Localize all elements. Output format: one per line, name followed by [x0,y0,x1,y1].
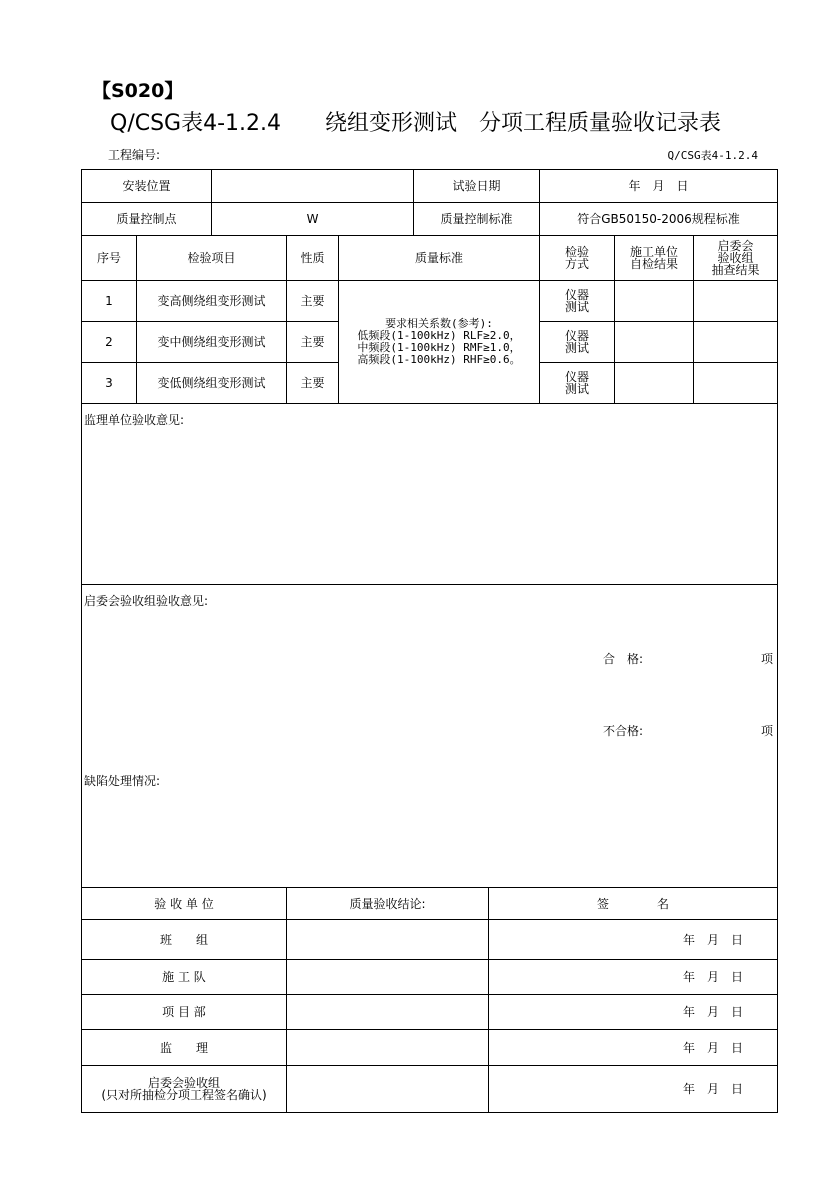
row-method-line: 仪器 [564,288,589,302]
standard-line: 高频段(1-100kHz) RHF≥0.6。 [357,353,521,366]
sign-unit-line: 启委会验收组 [147,1076,220,1090]
pass-unit: 项 [761,652,774,666]
row-no: 2 [81,321,137,363]
sign-conclusion-field[interactable] [286,1065,489,1113]
row-nature: 主要 [286,362,339,404]
qc-point-value: W [211,202,414,236]
row-item: 变高侧绕组变形测试 [136,280,287,322]
form-number: Q/CSG表4-1.2.4 [667,149,758,162]
header-method-line: 方式 [564,257,589,271]
header-standard: 质量标准 [338,235,540,281]
row-method [539,321,615,363]
supervisor-opinion-field[interactable] [81,403,778,585]
sign-conclusion-field[interactable] [286,919,489,960]
row-committee-check-field[interactable] [693,280,778,322]
sign-signature-field[interactable]: 年 月 日 [488,1029,778,1066]
row-item: 变低侧绕组变形测试 [136,362,287,404]
header-self-check [614,235,694,281]
sign-signature-field[interactable]: 年 月 日 [488,994,778,1030]
header-item: 检验项目 [136,235,287,281]
committee-opinion-label: 启委会验收组验收意见: [84,594,209,608]
pass-label: 合 格: [603,652,644,666]
install-location-label: 安装位置 [81,169,212,203]
form-code: 【S020】 [92,80,184,102]
row-committee-check-field[interactable] [693,362,778,404]
sign-unit [81,959,287,995]
row-self-check-field[interactable] [614,280,694,322]
row-no: 3 [81,362,137,404]
install-location-field[interactable] [211,169,414,203]
sign-unit-line: 项 目 部 [162,1005,206,1019]
sign-header-conclusion: 质量验收结论: [286,887,489,920]
quality-standard-cell [338,280,540,404]
standard-line: 要求相关系数(参考): [385,317,493,330]
row-committee-check-field[interactable] [693,321,778,363]
row-nature: 主要 [286,280,339,322]
row-method [539,362,615,404]
sign-conclusion-field[interactable] [286,959,489,995]
sign-signature-field[interactable]: 年 月 日 [488,919,778,960]
sign-unit [81,1029,287,1066]
page-title: Q/CSG表4-1.2.4 绕组变形测试 分项工程质量验收记录表 [110,111,722,136]
row-self-check-field[interactable] [614,362,694,404]
row-method-line: 测试 [564,382,589,396]
sign-conclusion-field[interactable] [286,1029,489,1066]
qc-standard-value: 符合GB50150-2006规程标准 [539,202,778,236]
supervisor-opinion-label: 监理单位验收意见: [84,413,185,427]
row-nature: 主要 [286,321,339,363]
qc-standard-label: 质量控制标准 [413,202,540,236]
header-method-line: 检验 [564,245,589,259]
row-item: 变中侧绕组变形测试 [136,321,287,363]
header-check-line: 启委会 [717,239,754,253]
header-check-line: 抽查结果 [711,263,760,277]
defect-label: 缺陷处理情况: [84,774,161,788]
sign-header-signature: 签 名 [488,887,778,920]
row-method-line: 仪器 [564,370,589,384]
header-self-line: 施工单位 [629,245,678,259]
sign-unit [81,1065,287,1113]
project-no-label: 工程编号: [108,148,161,162]
header-nature: 性质 [286,235,339,281]
test-date-field[interactable]: 年 月 日 [539,169,778,203]
row-no: 1 [81,280,137,322]
row-method-line: 测试 [564,341,589,355]
sign-unit [81,994,287,1030]
sign-signature-field[interactable]: 年 月 日 [488,959,778,995]
committee-opinion-field[interactable] [81,584,778,888]
row-method-line: 仪器 [564,329,589,343]
row-method-line: 测试 [564,300,589,314]
sign-unit-line: (只对所抽检分项工程签名确认) [101,1088,267,1102]
sign-unit-line: 施 工 队 [162,970,206,984]
header-check-line: 验收组 [717,251,754,265]
standard-line: 中频段(1-100kHz) RMF≥1.0， [357,341,521,354]
row-self-check-field[interactable] [614,321,694,363]
row-method [539,280,615,322]
test-date-label: 试验日期 [413,169,540,203]
sign-unit-line: 班 组 [159,932,208,947]
fail-unit: 项 [761,724,774,738]
header-no: 序号 [81,235,137,281]
qc-point-label: 质量控制点 [81,202,212,236]
standard-line: 低频段(1-100kHz) RLF≥2.0， [357,329,521,342]
sign-signature-field[interactable]: 年 月 日 [488,1065,778,1113]
sign-unit [81,919,287,960]
sign-conclusion-field[interactable] [286,994,489,1030]
sign-unit-line: 监 理 [159,1040,208,1055]
header-committee-check [693,235,778,281]
header-self-line: 自检结果 [629,257,678,271]
header-method [539,235,615,281]
sign-header-unit: 验 收 单 位 [81,887,287,920]
fail-label: 不合格: [603,724,644,738]
